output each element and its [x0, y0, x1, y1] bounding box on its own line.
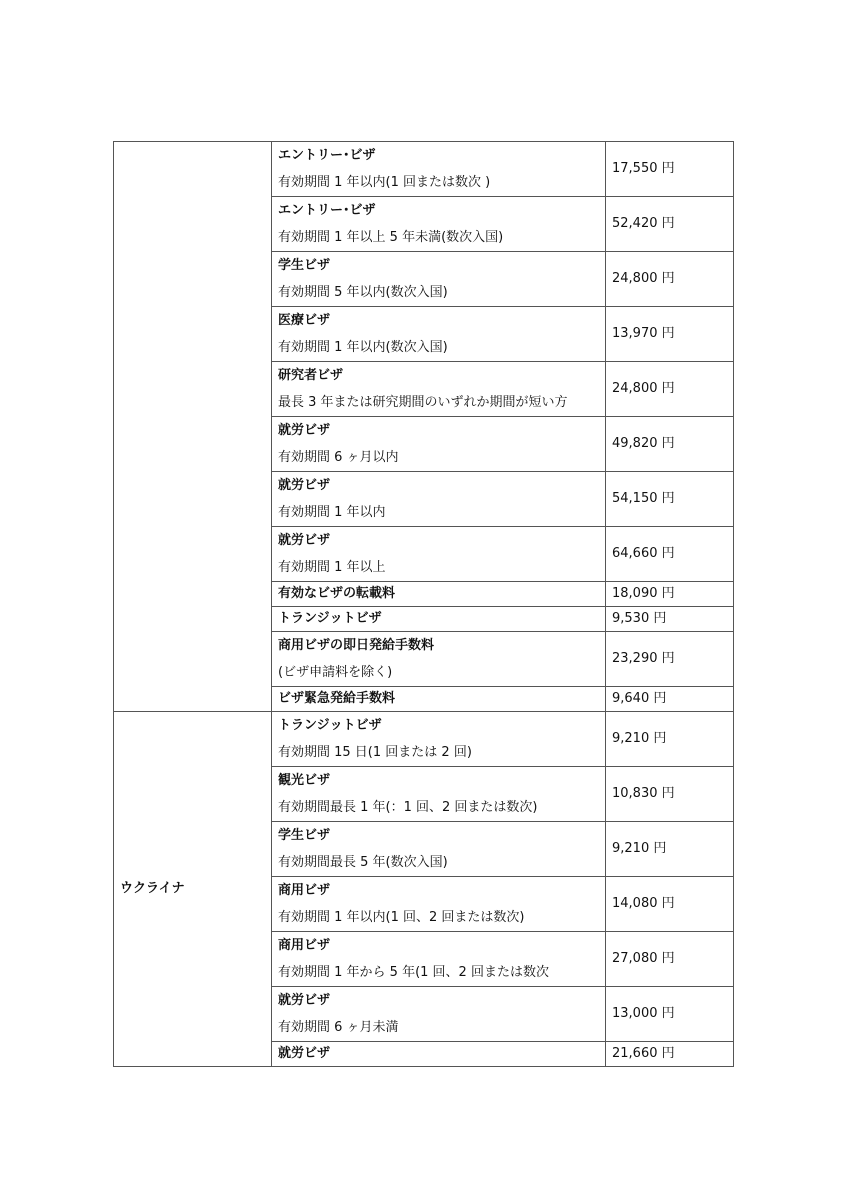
visa-validity-text: 有効期間最長 1 年(：1 回、2 回または数次) [278, 800, 538, 815]
visa-type-title: ビザ緊急発給手数料 [278, 691, 396, 706]
country-cell [114, 142, 272, 712]
visa-validity-text: 有効期間 1 年以内(数次入国) [278, 340, 448, 355]
visa-type-title: 就労ビザ [278, 1046, 331, 1061]
visa-validity-text: 有効期間 1 年以上 5 年未満(数次入国) [278, 230, 504, 245]
visa-type-cell [272, 362, 606, 417]
visa-validity-text: 有効期間 6 ヶ月未満 [278, 1020, 399, 1035]
fee-amount: 49,820 円 [606, 417, 734, 472]
visa-validity-text: 有効期間 1 年以内(1 回、2 回または数次) [278, 910, 525, 925]
visa-type-cell [272, 252, 606, 307]
visa-type-cell [272, 417, 606, 472]
visa-type-cell [272, 987, 606, 1042]
table-row [114, 712, 734, 767]
visa-type-title: 商用ビザ [278, 883, 331, 898]
visa-type-title: トランジットビザ [278, 718, 382, 733]
visa-validity-text: 有効期間最長 5 年(数次入国) [278, 855, 448, 870]
visa-type-title: 就労ビザ [278, 478, 331, 493]
fee-amount: 23,290 円 [606, 632, 734, 687]
visa-validity-text: 最長 3 年または研究期間のいずれか期間が短い方 [278, 395, 568, 410]
visa-type-title: 医療ビザ [278, 313, 331, 328]
visa-type-cell [272, 1042, 606, 1067]
fee-amount: 9,210 円 [606, 712, 734, 767]
visa-type-title: 商用ビザの即日発給手数料 [278, 638, 435, 653]
visa-type-cell [272, 712, 606, 767]
fee-amount: 52,420 円 [606, 197, 734, 252]
visa-type-cell [272, 307, 606, 362]
visa-type-title: トランジットビザ [278, 611, 382, 626]
visa-validity-text: 有効期間 1 年から 5 年(1 回、2 回または数次 [278, 965, 549, 980]
visa-validity-text: 有効期間 5 年以内(数次入国) [278, 285, 448, 300]
visa-validity-text: (ビザ申請料を除く) [278, 665, 393, 680]
fee-amount: 9,530 円 [606, 607, 734, 632]
visa-type-cell [272, 767, 606, 822]
fee-amount: 13,000 円 [606, 987, 734, 1042]
visa-type-cell [272, 582, 606, 607]
visa-type-cell [272, 197, 606, 252]
visa-type-cell [272, 142, 606, 197]
fee-amount: 9,640 円 [606, 687, 734, 712]
visa-type-title: 就労ビザ [278, 423, 331, 438]
visa-type-cell [272, 687, 606, 712]
fee-amount: 54,150 円 [606, 472, 734, 527]
visa-validity-text: 有効期間 1 年以内 [278, 505, 386, 520]
fee-amount: 64,660 円 [606, 527, 734, 582]
visa-type-title: 就労ビザ [278, 993, 331, 1008]
visa-validity-text: 有効期間 1 年以上 [278, 560, 386, 575]
visa-validity-text: 有効期間 15 日(1 回または 2 回) [278, 745, 472, 760]
fee-amount: 17,550 円 [606, 142, 734, 197]
fee-amount: 27,080 円 [606, 932, 734, 987]
fee-amount: 18,090 円 [606, 582, 734, 607]
fee-amount: 9,210 円 [606, 822, 734, 877]
visa-type-title: 商用ビザ [278, 938, 331, 953]
country-cell: ウクライナ [114, 712, 272, 1067]
fee-amount: 10,830 円 [606, 767, 734, 822]
visa-type-title: 研究者ビザ [278, 368, 344, 383]
visa-type-title: 学生ビザ [278, 258, 331, 273]
visa-type-cell [272, 877, 606, 932]
visa-type-title: 就労ビザ [278, 533, 331, 548]
fee-amount: 24,800 円 [606, 252, 734, 307]
fee-amount: 13,970 円 [606, 307, 734, 362]
visa-type-cell [272, 607, 606, 632]
visa-type-title: 学生ビザ [278, 828, 331, 843]
visa-type-cell [272, 472, 606, 527]
visa-type-title: 観光ビザ [278, 773, 331, 788]
visa-type-title: エントリー･ビザ [278, 148, 376, 163]
fee-amount: 21,660 円 [606, 1042, 734, 1067]
visa-validity-text: 有効期間 1 年以内(1 回または数次 ) [278, 175, 491, 190]
visa-type-title: 有効なビザの転載料 [278, 586, 396, 601]
visa-fee-table [113, 141, 734, 1067]
visa-type-cell [272, 932, 606, 987]
fee-amount: 14,080 円 [606, 877, 734, 932]
fee-amount: 24,800 円 [606, 362, 734, 417]
fee-table-body [114, 142, 734, 1067]
table-row [114, 142, 734, 197]
visa-type-title: エントリー･ビザ [278, 203, 376, 218]
visa-type-cell [272, 822, 606, 877]
visa-type-cell [272, 632, 606, 687]
visa-type-cell [272, 527, 606, 582]
visa-validity-text: 有効期間 6 ヶ月以内 [278, 450, 399, 465]
